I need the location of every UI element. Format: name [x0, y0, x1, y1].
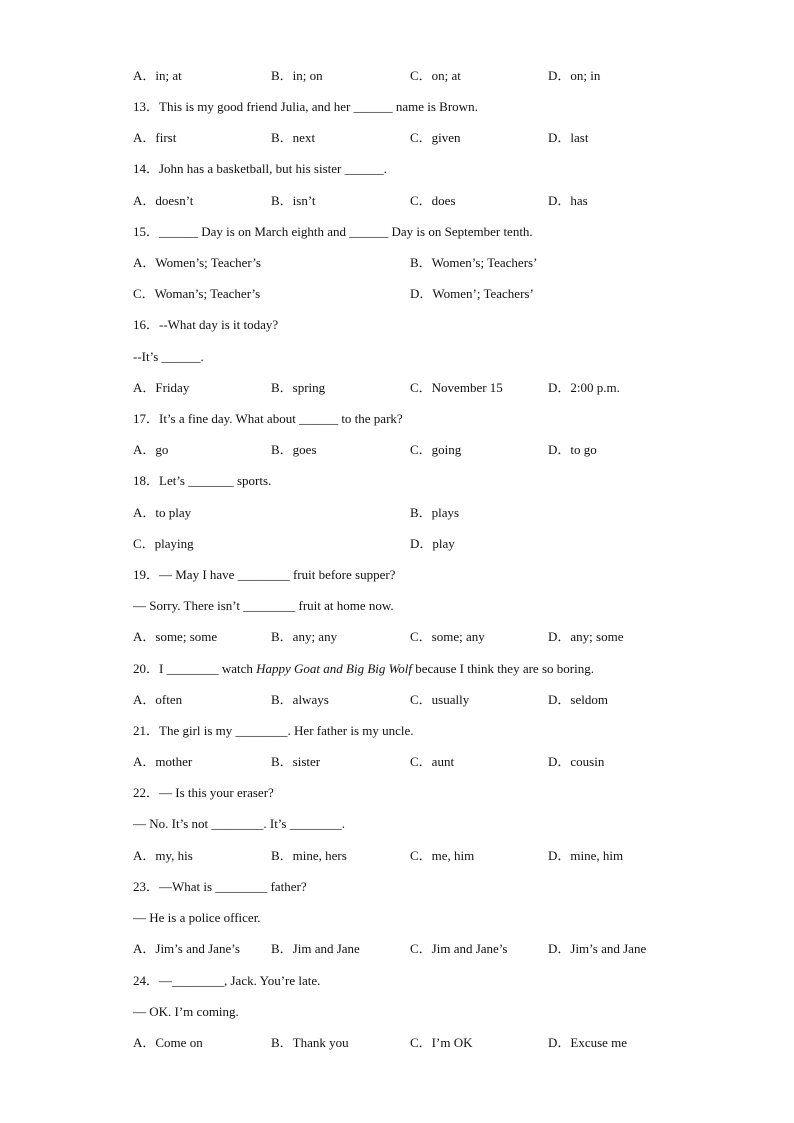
q20-stem-end: because I think they are so boring. — [412, 661, 594, 676]
q22-line2: — No. It’s not ________. It’s ________. — [133, 816, 345, 831]
q21-option-a[interactable]: A．mother — [133, 754, 193, 769]
q19-option-b[interactable]: B．any; any — [271, 629, 338, 644]
q20-title: Happy Goat and Big Big Wolf — [256, 661, 412, 676]
q15-option-b[interactable]: B．Women’s; Teachers’ — [410, 255, 538, 270]
q16-stem: 16．--What day is it today? — [133, 317, 279, 332]
q16-line2: --It’s ______. — [133, 349, 204, 364]
q20-option-c[interactable]: C．usually — [410, 692, 470, 707]
q21-option-c[interactable]: C．aunt — [410, 754, 455, 769]
q14-option-d[interactable]: D．has — [548, 193, 588, 208]
q12-option-c[interactable]: C．on; at — [410, 68, 461, 83]
q18-stem: 18．Let’s _______ sports. — [133, 473, 272, 488]
q24-option-b[interactable]: B．Thank you — [271, 1035, 349, 1050]
q14-stem: 14．John has a basketball, but his sister ______. — [133, 161, 387, 176]
q21-option-b[interactable]: B．sister — [271, 754, 321, 769]
q18-option-b[interactable]: B．plays — [410, 505, 460, 520]
q20-option-b[interactable]: B．always — [271, 692, 329, 707]
q22-stem: 22．— Is this your eraser? — [133, 785, 274, 800]
q18-option-a[interactable]: A．to play — [133, 505, 192, 520]
q12-option-b[interactable]: B．in; on — [271, 68, 323, 83]
q16-option-c[interactable]: C．November 15 — [410, 380, 503, 395]
q23-option-b[interactable]: B．Jim and Jane — [271, 941, 360, 956]
q14-option-b[interactable]: B．isn’t — [271, 193, 316, 208]
q21-option-d[interactable]: D．cousin — [548, 754, 605, 769]
q22-option-a[interactable]: A．my, his — [133, 848, 193, 863]
q20-stem — [133, 661, 594, 677]
q18-option-d[interactable]: D．play — [410, 536, 455, 551]
q14-option-c[interactable]: C．does — [410, 193, 456, 208]
q20-option-d[interactable]: D．seldom — [548, 692, 608, 707]
q15-option-a[interactable]: A．Women’s; Teacher’s — [133, 255, 261, 270]
q14-option-a[interactable]: A．doesn’t — [133, 193, 194, 208]
q15-stem: 15．______ Day is on March eighth and ______ Day is on September tenth. — [133, 224, 533, 239]
q16-option-b[interactable]: B．spring — [271, 380, 326, 395]
q12-option-d[interactable]: D．on; in — [548, 68, 601, 83]
q22-option-b[interactable]: B．mine, hers — [271, 848, 347, 863]
q17-stem: 17．It’s a fine day. What about ______ to the park? — [133, 411, 403, 426]
q23-stem: 23．—What is ________ father? — [133, 879, 307, 894]
q15-option-d[interactable]: D．Women’; Teachers’ — [410, 286, 534, 301]
q13-option-b[interactable]: B．next — [271, 130, 316, 145]
q19-option-d[interactable]: D．any; some — [548, 629, 624, 644]
q24-option-d[interactable]: D．Excuse me — [548, 1035, 628, 1050]
q13-stem: 13．This is my good friend Julia, and her ______ name is Brown. — [133, 99, 478, 114]
q19-stem: 19．— May I have ________ fruit before supper? — [133, 567, 396, 582]
q19-option-c[interactable]: C．some; any — [410, 629, 485, 644]
q13-option-c[interactable]: C．given — [410, 130, 461, 145]
q23-option-d[interactable]: D．Jim’s and Jane — [548, 941, 647, 956]
q16-option-a[interactable]: A．Friday — [133, 380, 190, 395]
q21-stem: 21．The girl is my ________. Her father is my uncle. — [133, 723, 414, 738]
q16-option-d[interactable]: D．2:00 p.m. — [548, 380, 620, 395]
q15-option-c[interactable]: C．Woman’s; Teacher’s — [133, 286, 261, 301]
q19-option-a[interactable]: A．some; some — [133, 629, 218, 644]
q17-option-c[interactable]: C．going — [410, 442, 462, 457]
q24-option-c[interactable]: C．I’m OK — [410, 1035, 473, 1050]
q20-stem-start: 20．I ________ watch — [133, 661, 257, 676]
q22-option-c[interactable]: C．me, him — [410, 848, 475, 863]
q23-option-c[interactable]: C．Jim and Jane’s — [410, 941, 508, 956]
q24-line2: — OK. I’m coming. — [133, 1004, 239, 1019]
q20-option-a[interactable]: A．often — [133, 692, 183, 707]
q12-option-a[interactable]: A．in; at — [133, 68, 182, 83]
q23-line2: — He is a police officer. — [133, 910, 261, 925]
q18-option-c[interactable]: C．playing — [133, 536, 194, 551]
q24-stem: 24．—________, Jack. You’re late. — [133, 973, 321, 988]
q13-option-d[interactable]: D．last — [548, 130, 589, 145]
q19-line2: — Sorry. There isn’t ________ fruit at home now. — [133, 598, 394, 613]
q24-option-a[interactable]: A．Come on — [133, 1035, 203, 1050]
q23-option-a[interactable]: A．Jim’s and Jane’s — [133, 941, 240, 956]
q17-option-b[interactable]: B．goes — [271, 442, 317, 457]
q22-option-d[interactable]: D．mine, him — [548, 848, 624, 863]
q17-option-a[interactable]: A．go — [133, 442, 169, 457]
q13-option-a[interactable]: A．first — [133, 130, 177, 145]
q17-option-d[interactable]: D．to go — [548, 442, 597, 457]
